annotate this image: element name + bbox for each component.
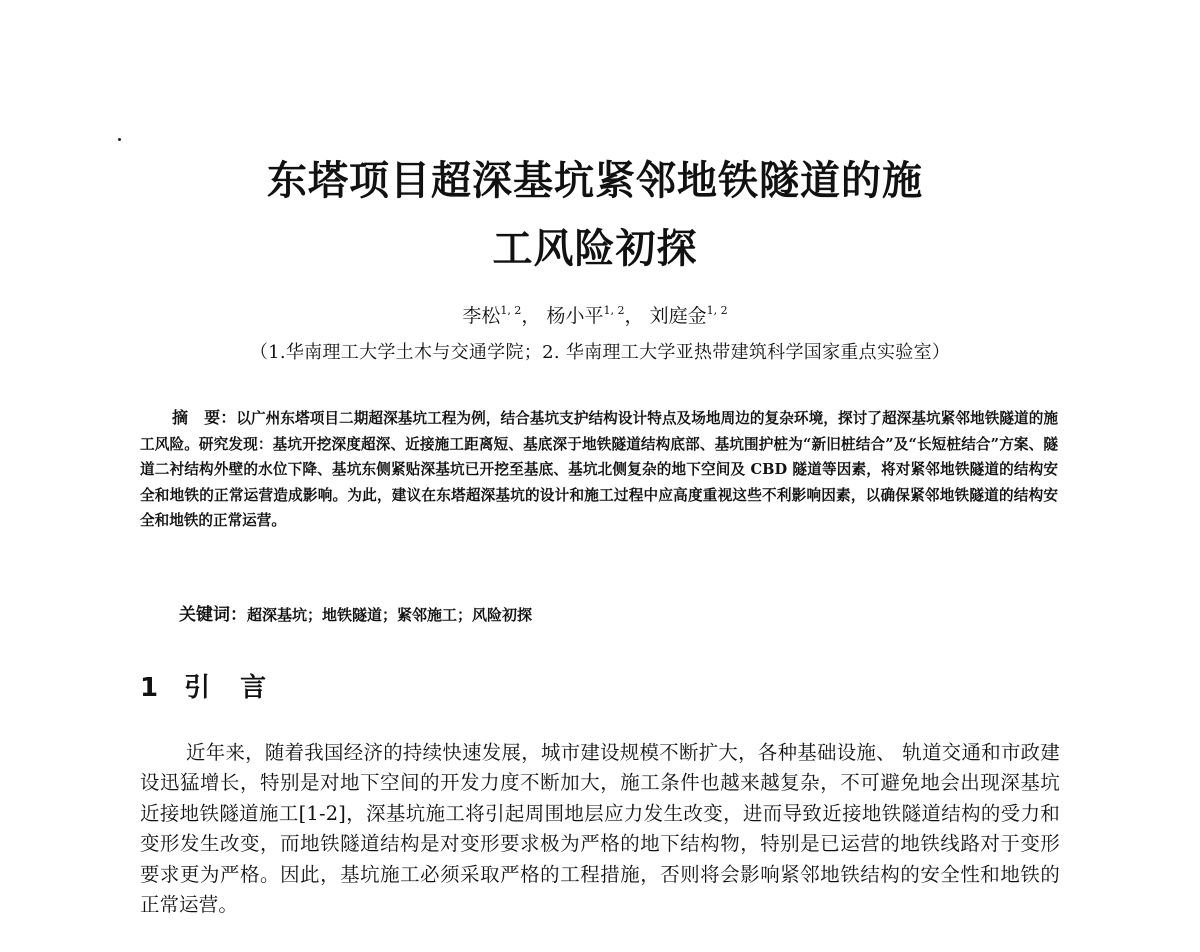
keywords xyxy=(179,602,532,628)
author-affiliation-mark: 1, 2 xyxy=(603,304,625,317)
author-name: 李松 xyxy=(462,305,501,327)
section-title-char: 言 xyxy=(240,673,267,703)
abstract-label: 摘 要： xyxy=(172,408,237,427)
author-affiliation-mark: 1, 2 xyxy=(500,304,522,317)
keywords-label: 关键词： xyxy=(179,605,247,625)
section-number: 1 xyxy=(140,673,159,703)
author-separator: ， xyxy=(624,305,644,327)
affiliations: （1.华南理工大学土木与交通学院；2. 华南理工大学亚热带建筑科学国家重点实验室） xyxy=(249,342,951,363)
abstract-text: 以广州东塔项目二期超深基坑工程为例，结合基坑支护结构设计特点及场地周边的复杂环境，探讨了超深基坑紧邻地铁隧道的施工风险。研究发现：基坑开挖深度超深、近接施工距离短、基底深于地铁隧道结构底部、基坑围护桩为“新旧桩结合”及“长短桩结合”方案、隧道二衬结构外壁的水位下降、基坑东侧紧贴深基坑已开挖至基底、基坑北侧复杂的地下空间及 CBD 隧道等因素，将对紧邻地铁隧道的结构安全和地铁的正常运营造成影响。为此，建议在东塔超深基坑的设计和施工过程中应高度重视这些不利影响因素，以确保紧邻地铁隧道的结构安全和地铁的正常运营。 xyxy=(140,410,1058,529)
section-heading-introduction xyxy=(140,668,266,708)
abstract xyxy=(140,405,1058,534)
paper-title-line-1: 东塔项目超深基坑紧邻地铁隧道的施 xyxy=(267,158,923,204)
author-separator: ， xyxy=(521,305,541,327)
section-title-char: 引 xyxy=(184,673,211,703)
body-paragraph: 近年来，随着我国经济的持续快速发展，城市建设规模不断扩大，各种基础设施、 轨道交通和市政建设迅猛增长，特别是对地下空间的开发力度不断加大，施工条件也越来越复杂，不可避免地会出现深基坑近接地铁隧道施工[1-2]，深基坑施工将引起周围地层应力发生改变，进而导致近接地铁隧道结构的受力和变形发生改变，而地铁隧道结构是对变形要求极为严格的地下结构物，特别是已运营的地铁线路对于变形要求更为严格。因此，基坑施工必须采取严格的工程措施，否则将会影响紧邻地铁结构的安全性和地铁的正常运营。 xyxy=(140,741,1060,917)
author-name: 刘庭金 xyxy=(649,305,707,327)
author-list xyxy=(0,296,1190,331)
author-affiliation-mark: 1, 2 xyxy=(706,304,728,317)
paper-title-line-2: 工风险初探 xyxy=(492,226,698,272)
keywords-text: 超深基坑；地铁隧道；紧邻施工；风险初探 xyxy=(247,606,533,624)
scan-speck xyxy=(118,138,121,141)
author-name: 杨小平 xyxy=(546,305,604,327)
